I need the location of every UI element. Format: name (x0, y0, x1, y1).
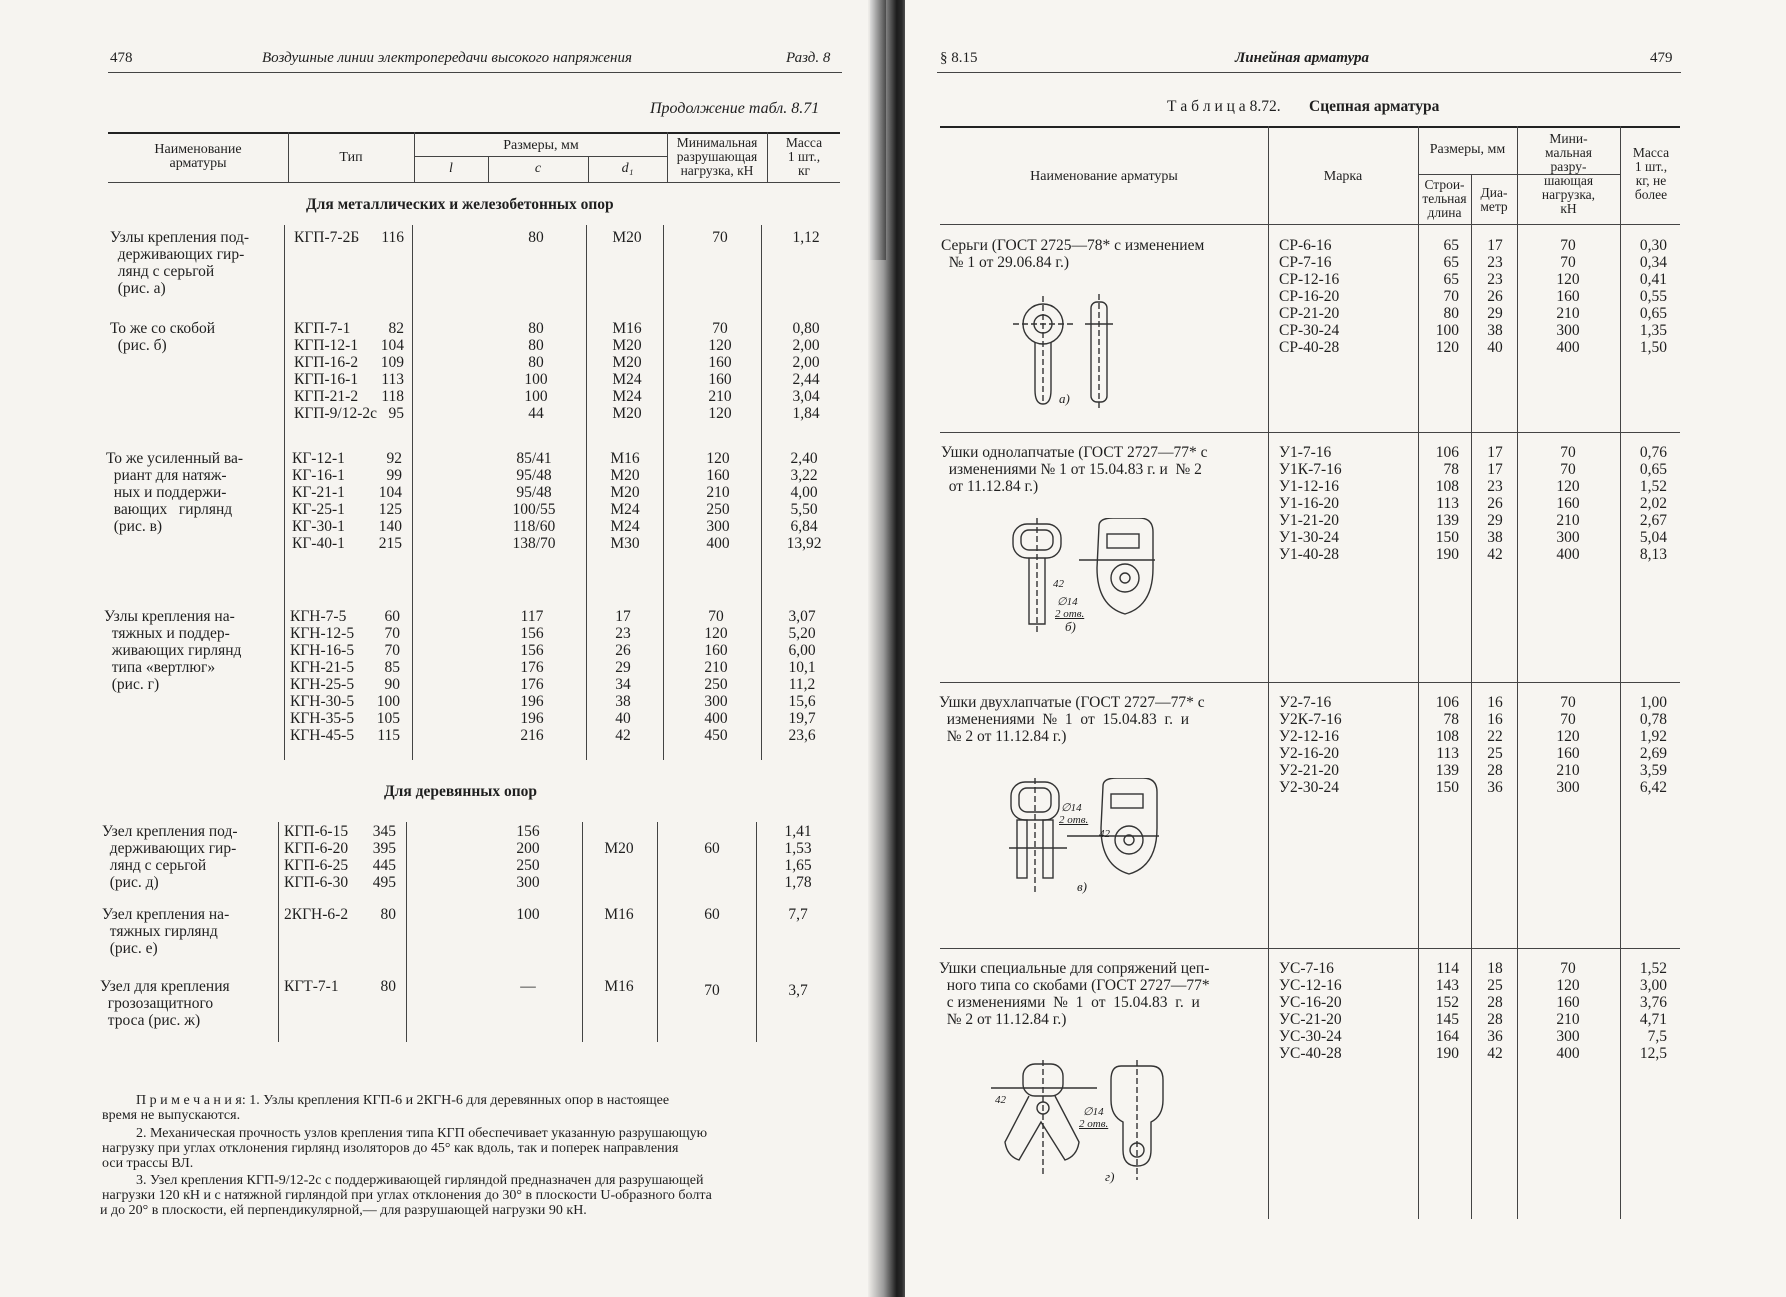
figure-dim-holes: 2 отв. (1059, 814, 1089, 826)
col-header-length: Строи- тельная длина (1422, 177, 1467, 220)
cell-length: 106 78 108 113 139 150 (1435, 694, 1459, 796)
figure-label: б) (1065, 619, 1076, 634)
table-continuation-label: Продолжение табл. 8.71 (650, 100, 820, 117)
cell-name: То же со скобой (рис. б) (110, 320, 215, 354)
cell-d1: М16 М20 М20 М24 М24 М20 (612, 320, 642, 422)
figure-double-lug-eye-drawing (1007, 778, 1165, 896)
cell-l: 116 (381, 229, 404, 246)
cell-name: Ушки специальные для сопряжений цеп- ного типа со скобами (ГОСТ 2727—77* с изменениями № 1 от 15.04.83 г. и № 2 от 11.12.84 г.) (939, 960, 1210, 1028)
col-header-mark: Марка (1323, 169, 1363, 184)
cell-mark: У2-7-16 У2К-7-16 У2-12-16 У2-16-20 У2-21-20 У2-30-24 (1279, 694, 1342, 796)
cell-l: 60 70 70 85 90 100 105 115 (376, 608, 400, 744)
cell-type: КГП-7-1 КГП-12-1 КГП-16-2 КГП-16-1 КГП-21-2 КГП-9/12-2с (294, 320, 378, 422)
figure-dim-diameter: ∅14 (1057, 596, 1078, 608)
cell-name: Ушки однолапчатые (ГОСТ 2727—77* с изменениями № 1 от 15.04.83 г. и № 2 от 11.12.84 г.) (941, 444, 1208, 495)
cell-load: 70 (712, 229, 728, 246)
cell-length: 106 78 108 113 139 150 190 (1435, 444, 1459, 563)
cell-name: Узлы крепления под- держивающих гир- лянд с серьгой (рис. а) (110, 229, 250, 297)
cell-mass: 3,7 (788, 982, 808, 999)
cell-mass: 1,00 0,78 1,92 2,69 3,59 6,42 (1639, 694, 1667, 796)
cell-l: 345 395 445 495 (372, 823, 396, 891)
note-line: нагрузки 120 кН и с натяжной гирляндой при углах отклонения до 30° в плоскости U-образного болта (102, 1188, 712, 1203)
cell-c: 117 156 156 176 176 196 196 216 (520, 608, 544, 744)
cell-type: 2КГН-6-2 (284, 906, 349, 923)
figure-earring-drawing (1013, 294, 1123, 412)
cell-c: 80 (528, 229, 544, 246)
col-header-name: Наименование арматуры (154, 142, 242, 171)
cell-type: КГН-7-5 КГН-12-5 КГН-16-5 КГН-21-5 КГН-25-5 КГН-30-5 КГН-35-5 КГН-45-5 (290, 608, 355, 744)
figure-label: г) (1105, 1169, 1115, 1184)
col-header-mass: Масса 1 шт., кг, не более (1632, 145, 1670, 202)
figure-dim-diameter: ∅14 (1083, 1106, 1104, 1118)
cell-c: 85/41 95/48 95/48 100/55 118/60 138/70 (512, 450, 556, 552)
figure-label: в) (1077, 879, 1087, 894)
cell-mass: 1,52 3,00 3,76 4,71 7,5 12,5 (1639, 960, 1667, 1062)
cell-name: Узел для крепления грозозащитного троса (рис. ж) (100, 978, 230, 1029)
cell-type: КГП-7-2Б (294, 229, 360, 246)
cell-type: КГП-6-15 КГП-6-20 КГП-6-25 КГП-6-30 (284, 823, 349, 891)
left-section-label: Разд. 8 (786, 50, 831, 66)
cell-name: Ушки двухлапчатые (ГОСТ 2727—77* с изменениями № 1 от 15.04.83 г. и № 2 от 11.12.84 г.) (939, 694, 1205, 745)
cell-mark: УС-7-16 УС-12-16 УС-16-20 УС-21-20 УС-30-24 УС-40-28 (1279, 960, 1342, 1062)
cell-mass: 3,07 5,20 6,00 10,1 11,2 15,6 19,7 23,6 (788, 608, 816, 744)
table-label: Т а б л и ц а 8.72. (1167, 98, 1281, 115)
cell-name: Узел крепления под- держивающих гир- лянд с серьгой (рис. д) (102, 823, 238, 891)
col-header-name: Наименование арматуры (1030, 169, 1178, 184)
cell-name: Узлы крепления на- тяжных и поддер- живающих гирлянд типа «вертлюг» (рис. г) (104, 608, 242, 693)
cell-l: 82 104 109 113 118 95 (380, 320, 404, 422)
col-header-mass: Масса 1 шт., кг (785, 135, 823, 178)
cell-length: 114 143 152 145 164 190 (1435, 960, 1459, 1062)
cell-mass: 1,12 (792, 229, 820, 246)
cell-mass: 0,30 0,34 0,41 0,55 0,65 1,35 1,50 (1639, 237, 1667, 356)
cell-l: 92 99 104 125 140 215 (378, 450, 402, 552)
cell-mark: СР-6-16 СР-7-16 СР-12-16 СР-16-20 СР-21-20 СР-30-24 СР-40-28 (1279, 237, 1340, 356)
cell-diam: 18 25 28 28 36 42 (1487, 960, 1503, 1062)
cell-d1: М20 (612, 229, 642, 246)
cell-load: 70 120 160 210 250 300 400 450 (704, 608, 728, 744)
cell-d1: М16 (604, 906, 634, 923)
table-title: Сцепная арматура (1309, 98, 1440, 115)
col-header-d1: d₁ (621, 161, 634, 176)
cell-c: — (520, 978, 536, 995)
cell-load: 70 70 120 160 210 300 400 (1556, 237, 1580, 356)
figure-dim-42: 42 (1099, 828, 1110, 840)
cell-d1: М16 (604, 978, 634, 995)
cell-diam: 16 16 22 25 28 36 (1487, 694, 1503, 796)
cell-load: 70 70 120 160 210 300 (1556, 694, 1580, 796)
cell-mass: 1,41 1,53 1,65 1,78 (784, 823, 812, 891)
cell-load: 70 70 120 160 210 300 400 (1556, 444, 1580, 563)
figure-dim-holes: 2 отв. (1079, 1118, 1109, 1130)
right-running-title: Линейная арматура (1235, 50, 1370, 66)
cell-load: 70 120 160 160 210 120 (708, 320, 732, 422)
col-header-l: l (449, 161, 453, 176)
cell-load: 60 (704, 840, 720, 857)
note-line: время не выпускаются. (102, 1108, 241, 1123)
note-line: и до 20° в плоскости, ей перпендикулярной,— для разрушающей нагрузки 90 кН. (100, 1203, 587, 1218)
figure-dim-holes: 2 отв. (1055, 608, 1085, 620)
cell-diam: 17 17 23 26 29 38 42 (1487, 444, 1503, 563)
right-page (905, 0, 1786, 1297)
col-header-dims: Размеры, мм (503, 138, 579, 153)
col-header-load: Мини- мальная разру- шающая нагрузка, кН (1541, 131, 1596, 216)
col-header-c: c (534, 161, 542, 176)
cell-diam: 17 23 23 26 29 38 40 (1487, 237, 1503, 356)
cell-mass: 7,7 (788, 906, 808, 923)
book-spine-shadow (870, 0, 886, 260)
cell-name: То же усиленный ва- риант для натяж- ных и поддержи- вающих гирлянд (рис. в) (106, 450, 244, 535)
cell-mass: 0,76 0,65 1,52 2,02 2,67 5,04 8,13 (1639, 444, 1667, 563)
note-line: П р и м е ч а н и я: 1. Узлы крепления КГП-6 и 2КГН-6 для деревянных опор в настоящее (136, 1093, 670, 1108)
cell-load: 70 120 160 210 300 400 (1556, 960, 1580, 1062)
figure-label: а) (1059, 391, 1070, 406)
left-page-number: 478 (110, 50, 133, 66)
cell-d1: 17 23 26 29 34 38 40 42 (615, 608, 631, 744)
cell-l: 80 (380, 978, 396, 995)
col-header-load: Минимальная разрушающая нагрузка, кН (676, 135, 758, 178)
col-header-dims: Размеры, мм (1429, 142, 1506, 157)
figure-single-lug-eye-drawing (1009, 518, 1159, 636)
cell-load: 120 160 210 250 300 400 (706, 450, 730, 552)
note-line: нагрузку при углах отклонения гирлянд изоляторов до 45° как вдоль, так и поперек направления (102, 1141, 679, 1156)
section-metal-supports: Для металлических и железобетонных опор (306, 196, 614, 213)
note-line: оси трассы ВЛ. (102, 1156, 194, 1171)
cell-name: Узел крепления на- тяжных гирлянд (рис. е) (102, 906, 230, 957)
cell-load: 70 (704, 982, 720, 999)
right-section-label: § 8.15 (940, 50, 978, 66)
cell-c: 100 (516, 906, 540, 923)
figure-dim-diameter: ∅14 (1061, 802, 1082, 814)
cell-d1: М20 (604, 840, 634, 857)
figure-dim-42: 42 (995, 1094, 1006, 1106)
cell-d1: М16 М20 М20 М24 М24 М30 (610, 450, 640, 552)
cell-load: 60 (704, 906, 720, 923)
section-wood-supports: Для деревянных опор (384, 783, 538, 800)
cell-c: 80 80 80 100 100 44 (524, 320, 548, 422)
cell-type: КГТ-7-1 (284, 978, 339, 995)
left-running-title: Воздушные линии электропередачи высокого напряжения (262, 50, 632, 66)
right-page-number: 479 (1650, 50, 1673, 66)
col-header-diam: Диа- метр (1480, 185, 1508, 214)
note-line: 3. Узел крепления КГП-9/12-2с с поддерживающей гирляндой предназначен для разрушающей (136, 1173, 704, 1188)
cell-mass: 2,40 3,22 4,00 5,50 6,84 13,92 (786, 450, 822, 552)
cell-length: 65 65 65 70 80 100 120 (1435, 237, 1459, 356)
cell-name: Серьги (ГОСТ 2725—78* с изменением № 1 от 29.06.84 г.) (941, 237, 1205, 271)
figure-dim-42: 42 (1053, 578, 1064, 590)
figure-special-eye-drawing (985, 1060, 1169, 1184)
note-line: 2. Механическая прочность узлов крепления типа КГП обеспечивает указанную разрушающую (136, 1126, 708, 1141)
cell-mark: У1-7-16 У1К-7-16 У1-12-16 У1-16-20 У1-21-20 У1-30-24 У1-40-28 (1279, 444, 1342, 563)
cell-l: 80 (380, 906, 396, 923)
cell-type: КГ-12-1 КГ-16-1 КГ-21-1 КГ-25-1 КГ-30-1 КГ-40-1 (292, 450, 345, 552)
cell-mass: 0,80 2,00 2,00 2,44 3,04 1,84 (792, 320, 820, 422)
col-header-type: Тип (339, 150, 363, 165)
left-page (0, 0, 880, 1297)
cell-c: 156 200 250 300 (516, 823, 540, 891)
